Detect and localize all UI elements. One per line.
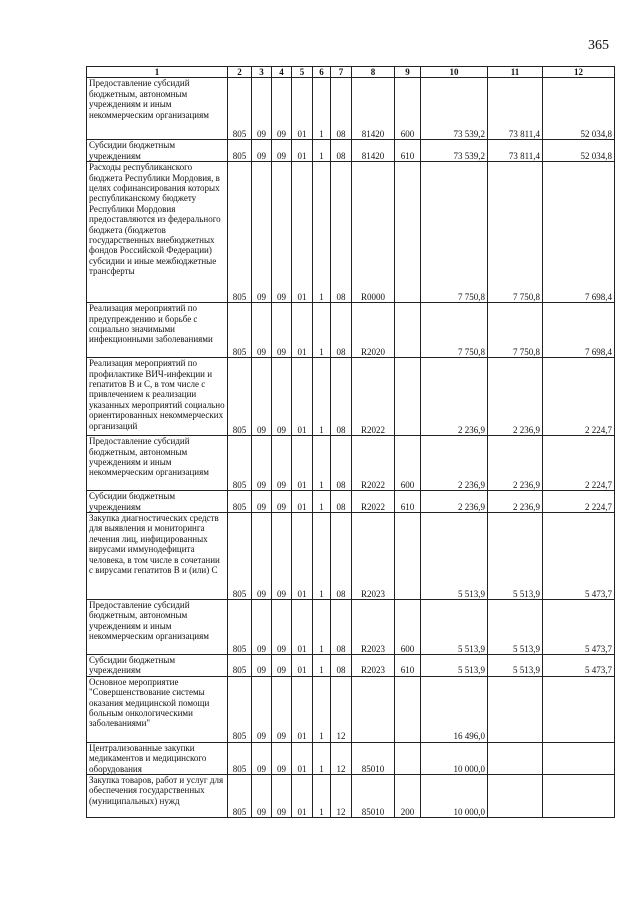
cell-subprogram: 1 (313, 303, 331, 358)
cell-amount-2 (488, 742, 543, 774)
cell-expense-type: 610 (395, 655, 421, 677)
table-row (87, 491, 615, 513)
cell-expense-type (395, 162, 421, 303)
row-name: Субсидии бюджетным учреждениям (87, 140, 228, 162)
cell-section: 09 (252, 140, 272, 162)
cell-subprogram: 1 (313, 600, 331, 655)
column-header: 5 (292, 67, 313, 78)
cell-section: 09 (252, 600, 272, 655)
cell-event: 12 (331, 775, 352, 818)
cell-amount-1: 5 513,9 (421, 513, 488, 600)
cell-subsection: 09 (272, 491, 292, 513)
cell-subprogram: 1 (313, 78, 331, 140)
cell-direction: R2023 (352, 513, 395, 600)
cell-expense-type: 600 (395, 78, 421, 140)
cell-expense-type: 600 (395, 436, 421, 491)
cell-amount-1: 7 750,8 (421, 162, 488, 303)
cell-subsection: 09 (272, 303, 292, 358)
cell-direction: R2023 (352, 655, 395, 677)
cell-program: 01 (292, 600, 313, 655)
cell-amount-1: 2 236,9 (421, 436, 488, 491)
cell-ministry-code: 805 (228, 358, 252, 436)
cell-expense-type (395, 742, 421, 774)
cell-ministry-code: 805 (228, 775, 252, 818)
cell-event: 08 (331, 358, 352, 436)
table-row (87, 513, 615, 600)
cell-amount-1: 73 539,2 (421, 78, 488, 140)
row-name: Расходы республиканского бюджета Республики Мордовия, в целях софинансирования которых республиканскому бюджету Республики Мордовия предоставляются из федерального бюджета (бюджетов государственных внебюджетных фондов Российской Федерации) субсидии и иные межбюджетные трансферты (87, 162, 228, 303)
cell-amount-1: 10 000,0 (421, 775, 488, 818)
cell-amount-1: 10 000,0 (421, 742, 488, 774)
cell-subprogram: 1 (313, 742, 331, 774)
column-header: 1 (87, 67, 228, 78)
table-row (87, 303, 615, 358)
cell-amount-1: 2 236,9 (421, 491, 488, 513)
cell-section: 09 (252, 491, 272, 513)
table-row (87, 78, 615, 140)
cell-ministry-code: 805 (228, 436, 252, 491)
header-row (87, 67, 615, 78)
cell-section: 09 (252, 513, 272, 600)
cell-subprogram: 1 (313, 140, 331, 162)
cell-ministry-code: 805 (228, 491, 252, 513)
cell-event: 08 (331, 303, 352, 358)
cell-subprogram: 1 (313, 358, 331, 436)
cell-program: 01 (292, 491, 313, 513)
cell-program: 01 (292, 775, 313, 818)
cell-amount-2: 2 236,9 (488, 436, 543, 491)
cell-subsection: 09 (272, 162, 292, 303)
column-header: 10 (421, 67, 488, 78)
cell-amount-3: 52 034,8 (543, 78, 615, 140)
table-row (87, 436, 615, 491)
column-header: 9 (395, 67, 421, 78)
cell-event: 08 (331, 162, 352, 303)
cell-amount-1: 5 513,9 (421, 655, 488, 677)
table-row (87, 775, 615, 818)
cell-subprogram: 1 (313, 162, 331, 303)
cell-subsection: 09 (272, 358, 292, 436)
row-name: Предоставление субсидий бюджетным, автономным учреждениям и иным некоммерческим организациям (87, 436, 228, 491)
table-row (87, 676, 615, 742)
cell-amount-2 (488, 676, 543, 742)
cell-amount-2: 73 811,4 (488, 78, 543, 140)
cell-event: 08 (331, 655, 352, 677)
cell-subsection: 09 (272, 655, 292, 677)
cell-amount-1: 16 496,0 (421, 676, 488, 742)
column-header: 3 (252, 67, 272, 78)
row-name: Закупка товаров, работ и услуг для обеспечения государственных (муниципальных) нужд (87, 775, 228, 818)
cell-event: 08 (331, 600, 352, 655)
cell-amount-1: 5 513,9 (421, 600, 488, 655)
budget-table (86, 66, 615, 818)
column-header: 12 (543, 67, 615, 78)
cell-subsection: 09 (272, 140, 292, 162)
row-name: Предоставление субсидий бюджетным, автономным учреждениям и иным некоммерческим организациям (87, 600, 228, 655)
table-row (87, 358, 615, 436)
cell-direction: 81420 (352, 140, 395, 162)
cell-direction: 85010 (352, 742, 395, 774)
row-name: Закупка диагностических средств для выявления и мониторинга лечения лиц, инфицированных вирусами иммунодефицита человека, в том числе в сочетании с вирусами гепатитов В и (или) С (87, 513, 228, 600)
cell-amount-1: 7 750,8 (421, 303, 488, 358)
cell-expense-type: 610 (395, 140, 421, 162)
column-header: 7 (331, 67, 352, 78)
cell-ministry-code: 805 (228, 600, 252, 655)
cell-section: 09 (252, 775, 272, 818)
cell-amount-2: 7 750,8 (488, 162, 543, 303)
cell-amount-2: 2 236,9 (488, 491, 543, 513)
row-name: Субсидии бюджетным учреждениям (87, 655, 228, 677)
row-name: Централизованные закупки медикаментов и медицинского оборудования (87, 742, 228, 774)
column-header: 2 (228, 67, 252, 78)
cell-amount-3: 7 698,4 (543, 162, 615, 303)
cell-ministry-code: 805 (228, 140, 252, 162)
cell-amount-3: 5 473,7 (543, 513, 615, 600)
cell-subsection: 09 (272, 78, 292, 140)
cell-subprogram: 1 (313, 436, 331, 491)
cell-event: 08 (331, 491, 352, 513)
cell-direction: R2020 (352, 303, 395, 358)
cell-program: 01 (292, 676, 313, 742)
cell-expense-type: 200 (395, 775, 421, 818)
row-name: Реализация мероприятий по предупреждению и борьбе с социально значимыми инфекционными заболеваниями (87, 303, 228, 358)
cell-amount-3 (543, 742, 615, 774)
cell-event: 08 (331, 140, 352, 162)
cell-expense-type: 610 (395, 491, 421, 513)
cell-direction: R2022 (352, 358, 395, 436)
column-header: 4 (272, 67, 292, 78)
cell-amount-3: 2 224,7 (543, 436, 615, 491)
row-name: Реализация мероприятий по профилактике ВИЧ-инфекции и гепатитов В и С, в том числе с привлечением к реализации указанных мероприятий социально ориентированных некоммерческих организаций (87, 358, 228, 436)
cell-subprogram: 1 (313, 775, 331, 818)
cell-amount-2: 5 513,9 (488, 513, 543, 600)
cell-ministry-code: 805 (228, 676, 252, 742)
table-row (87, 742, 615, 774)
cell-section: 09 (252, 655, 272, 677)
cell-subprogram: 1 (313, 676, 331, 742)
page-number: 365 (588, 38, 609, 53)
cell-program: 01 (292, 162, 313, 303)
cell-amount-2: 2 236,9 (488, 358, 543, 436)
table-row (87, 600, 615, 655)
cell-subsection: 09 (272, 513, 292, 600)
table-row (87, 162, 615, 303)
cell-section: 09 (252, 78, 272, 140)
cell-expense-type (395, 676, 421, 742)
cell-section: 09 (252, 358, 272, 436)
cell-ministry-code: 805 (228, 655, 252, 677)
cell-ministry-code: 805 (228, 303, 252, 358)
cell-event: 12 (331, 676, 352, 742)
cell-amount-2: 5 513,9 (488, 655, 543, 677)
cell-direction: R2022 (352, 436, 395, 491)
cell-direction: R0000 (352, 162, 395, 303)
cell-subprogram: 1 (313, 491, 331, 513)
cell-amount-3: 2 224,7 (543, 358, 615, 436)
cell-expense-type: 600 (395, 600, 421, 655)
column-header: 6 (313, 67, 331, 78)
column-header: 11 (488, 67, 543, 78)
cell-amount-3: 5 473,7 (543, 600, 615, 655)
cell-subprogram: 1 (313, 513, 331, 600)
cell-subsection: 09 (272, 775, 292, 818)
table-row (87, 655, 615, 677)
cell-program: 01 (292, 140, 313, 162)
cell-section: 09 (252, 162, 272, 303)
cell-subsection: 09 (272, 742, 292, 774)
cell-amount-1: 73 539,2 (421, 140, 488, 162)
cell-section: 09 (252, 742, 272, 774)
cell-ministry-code: 805 (228, 162, 252, 303)
cell-amount-3 (543, 676, 615, 742)
cell-direction: 81420 (352, 78, 395, 140)
cell-event: 08 (331, 436, 352, 491)
column-header: 8 (352, 67, 395, 78)
cell-section: 09 (252, 436, 272, 491)
cell-amount-1: 2 236,9 (421, 358, 488, 436)
cell-ministry-code: 805 (228, 78, 252, 140)
cell-ministry-code: 805 (228, 742, 252, 774)
cell-program: 01 (292, 303, 313, 358)
cell-amount-3: 5 473,7 (543, 655, 615, 677)
cell-event: 12 (331, 742, 352, 774)
cell-event: 08 (331, 78, 352, 140)
cell-direction: R2022 (352, 491, 395, 513)
cell-subsection: 09 (272, 600, 292, 655)
table-row (87, 140, 615, 162)
row-name: Предоставление субсидий бюджетным, автономным учреждениям и иным некоммерческим организациям (87, 78, 228, 140)
row-name: Основное мероприятие "Совершенствование системы оказания медицинской помощи больным онкологическими заболеваниями" (87, 676, 228, 742)
cell-expense-type (395, 358, 421, 436)
cell-program: 01 (292, 655, 313, 677)
cell-direction: 85010 (352, 775, 395, 818)
cell-expense-type (395, 303, 421, 358)
cell-subsection: 09 (272, 436, 292, 491)
cell-program: 01 (292, 78, 313, 140)
cell-section: 09 (252, 303, 272, 358)
cell-program: 01 (292, 742, 313, 774)
cell-section: 09 (252, 676, 272, 742)
cell-amount-2 (488, 775, 543, 818)
cell-ministry-code: 805 (228, 513, 252, 600)
cell-expense-type (395, 513, 421, 600)
cell-amount-3 (543, 775, 615, 818)
cell-amount-2: 7 750,8 (488, 303, 543, 358)
row-name: Субсидии бюджетным учреждениям (87, 491, 228, 513)
cell-subsection: 09 (272, 676, 292, 742)
cell-event: 08 (331, 513, 352, 600)
cell-program: 01 (292, 513, 313, 600)
cell-amount-2: 5 513,9 (488, 600, 543, 655)
cell-amount-3: 52 034,8 (543, 140, 615, 162)
cell-amount-3: 7 698,4 (543, 303, 615, 358)
cell-direction (352, 676, 395, 742)
cell-program: 01 (292, 358, 313, 436)
cell-amount-2: 73 811,4 (488, 140, 543, 162)
cell-subprogram: 1 (313, 655, 331, 677)
cell-program: 01 (292, 436, 313, 491)
cell-direction: R2023 (352, 600, 395, 655)
cell-amount-3: 2 224,7 (543, 491, 615, 513)
